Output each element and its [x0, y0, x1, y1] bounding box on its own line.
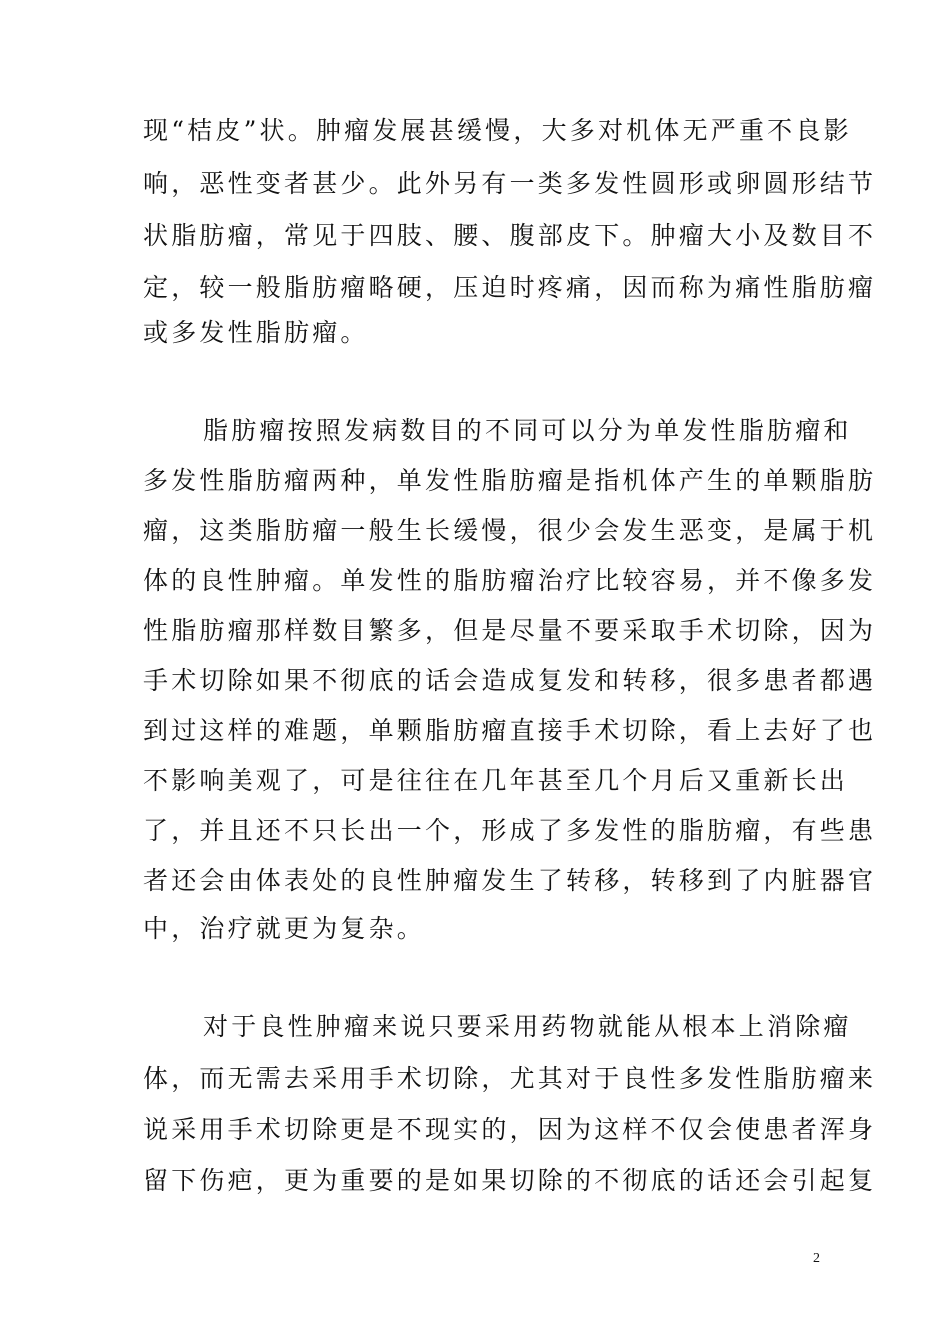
text-line: 了，并且还不只长出一个，形成了多发性的脂肪瘤，有些患: [143, 816, 877, 845]
text-line: 现“桔皮”状。肿瘤发展甚缓慢，大多对机体无严重不良影: [143, 116, 852, 145]
text-line: 瘤，这类脂肪瘤一般生长缓慢，很少会发生恶变，是属于机: [143, 516, 877, 545]
text-line: 手术切除如果不彻底的话会造成复发和转移，很多患者都遇: [143, 666, 877, 695]
text-line: 体，而无需去采用手术切除，尤其对于良性多发性脂肪瘤来: [143, 1064, 877, 1093]
text-line: 留下伤疤，更为重要的是如果切除的不彻底的话还会引起复: [143, 1166, 877, 1195]
text-line: 多发性脂肪瘤两种，单发性脂肪瘤是指机体产生的单颗脂肪: [143, 466, 877, 495]
page-number: 2: [813, 1251, 820, 1266]
text-line: 到过这样的难题，单颗脂肪瘤直接手术切除，看上去好了也: [143, 716, 877, 745]
text-line: 对于良性肿瘤来说只要采用药物就能从根本上消除瘤: [203, 1012, 852, 1041]
text-line: 不影响美观了，可是往往在几年甚至几个月后又重新长出: [143, 766, 849, 795]
text-line: 说采用手术切除更是不现实的，因为这样不仅会使患者浑身: [143, 1115, 877, 1144]
text-line: 或多发性脂肪瘤。: [143, 318, 369, 347]
text-line: 定，较一般脂肪瘤略硬，压迫时疼痛，因而称为痛性脂肪瘤: [143, 273, 877, 302]
text-line: 性脂肪瘤那样数目繁多，但是尽量不要采取手术切除，因为: [143, 616, 877, 645]
text-line: 响，恶性变者甚少。此外另有一类多发性圆形或卵圆形结节: [143, 169, 877, 198]
text-line: 中，治疗就更为复杂。: [143, 914, 426, 943]
text-line: 脂肪瘤按照发病数目的不同可以分为单发性脂肪瘤和: [203, 416, 852, 445]
text-line: 状脂肪瘤，常见于四肢、腰、腹部皮下。肿瘤大小及数目不: [143, 221, 877, 250]
text-line: 者还会由体表处的良性肿瘤发生了转移，转移到了内脏器官: [143, 866, 877, 895]
text-line: 体的良性肿瘤。单发性的脂肪瘤治疗比较容易，并不像多发: [143, 566, 877, 595]
